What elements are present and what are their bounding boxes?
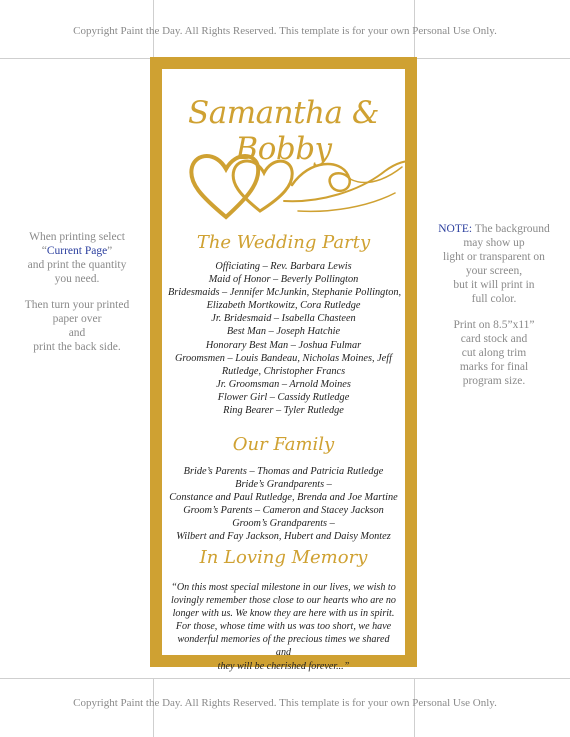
copyright-bottom: Copyright Paint the Day. All Rights Reserved. This template is for your own Personal Use Only. <box>73 697 497 709</box>
right-note-line: program size. <box>462 375 526 387</box>
right-note-line: but it will print in <box>453 279 535 291</box>
left-note-line: and print the quantity <box>27 259 127 271</box>
right-note-line: your screen, <box>465 265 523 277</box>
right-note-line: card stock and <box>460 333 528 345</box>
list-item: Rutledge, Christopher Francs <box>221 365 346 377</box>
right-note-line: marks for final <box>459 361 529 373</box>
list-item: Elizabeth Mortkowitz, Cora Rutledge <box>206 300 361 312</box>
right-note-line: may show up <box>463 237 525 249</box>
trim-line-bottom <box>0 678 570 679</box>
list-item: Jr. Groomsman – Arnold Moines <box>216 378 351 390</box>
list-item: Best Man – Joseph Hatchie <box>226 326 341 338</box>
left-note-line: paper over <box>52 313 102 325</box>
right-print-note <box>424 222 564 400</box>
quote-line: wonderful memories of the precious times we shared and <box>177 634 390 659</box>
list-item: Ring Bearer – Tyler Rutledge <box>223 405 344 417</box>
right-note-line: Print on 8.5”x11” <box>453 319 535 331</box>
list-item: Bridesmaids – Jennifer McJunkin, Stephanie Pollington, <box>168 287 402 299</box>
left-note-line: print the back side. <box>33 341 121 353</box>
family-title: Our Family <box>232 434 335 455</box>
list-item: Bride’s Parents – Thomas and Patricia Rutledge <box>183 466 384 477</box>
memory-quote <box>170 581 397 673</box>
wedding-party-title: The Wedding Party <box>196 232 371 253</box>
family-list <box>168 465 399 544</box>
program-card <box>150 57 417 672</box>
list-item: Maid of Honor – Beverly Pollington <box>208 274 359 286</box>
list-item: Groomsmen – Louis Bandeau, Nicholas Moines, Jeff <box>175 352 392 364</box>
list-item: Flower Girl – Cassidy Rutledge <box>217 391 350 403</box>
copyright-top: Copyright Paint the Day. All Rights Reserved. This template is for your own Personal Use Only. <box>73 25 497 37</box>
quote-line: “On this most special milestone in our lives, we wish to <box>171 582 396 593</box>
left-note-line: When printing select <box>29 231 125 243</box>
list-item: Constance and Paul Rutledge, Brenda and Joe Martine <box>169 492 398 504</box>
quote-mark: ” <box>107 245 113 257</box>
list-item: Groom’s Parents – Cameron and Stacey Jackson <box>183 505 384 517</box>
list-item: Groom’s Grandparents – <box>232 518 335 530</box>
list-item: Bride’s Grandparents – <box>235 479 332 491</box>
quote-line: longer with us. We know they are here with us in spirit. <box>172 608 395 620</box>
right-note-line: full color. <box>471 293 517 305</box>
right-note-line: The background <box>472 223 550 235</box>
wedding-party-list <box>168 260 402 417</box>
couple-names: Samantha & Bobby <box>188 95 379 167</box>
quote-line: lovingly remember those close to our hearts who are no <box>171 595 396 607</box>
left-print-instructions <box>6 230 148 366</box>
left-note-line: you need. <box>54 273 100 285</box>
list-item: Jr. Bridesmaid – Isabella Chasteen <box>211 313 356 325</box>
note-label: NOTE: <box>438 223 473 235</box>
quote-mark: “ <box>41 245 47 257</box>
list-item: Officiating – Rev. Barbara Lewis <box>215 261 352 272</box>
hearts-flourish-icon <box>180 145 415 225</box>
left-note-line: Then turn your printed <box>24 299 130 311</box>
list-item: Honorary Best Man – Joshua Fulmar <box>205 339 362 351</box>
quote-line: For those, whose time with us was too short, we have <box>175 621 392 633</box>
memory-title: In Loving Memory <box>199 547 368 568</box>
quote-line: they will be cherished forever...” <box>217 660 350 672</box>
left-note-line: and <box>68 327 86 339</box>
right-note-line: light or transparent on <box>443 251 545 263</box>
program-card-inner <box>162 69 405 672</box>
right-note-line: cut along trim <box>461 347 527 359</box>
list-item: Wilbert and Fay Jackson, Hubert and Daisy Montez <box>176 531 391 543</box>
current-page-highlight: Current Page <box>46 245 108 257</box>
